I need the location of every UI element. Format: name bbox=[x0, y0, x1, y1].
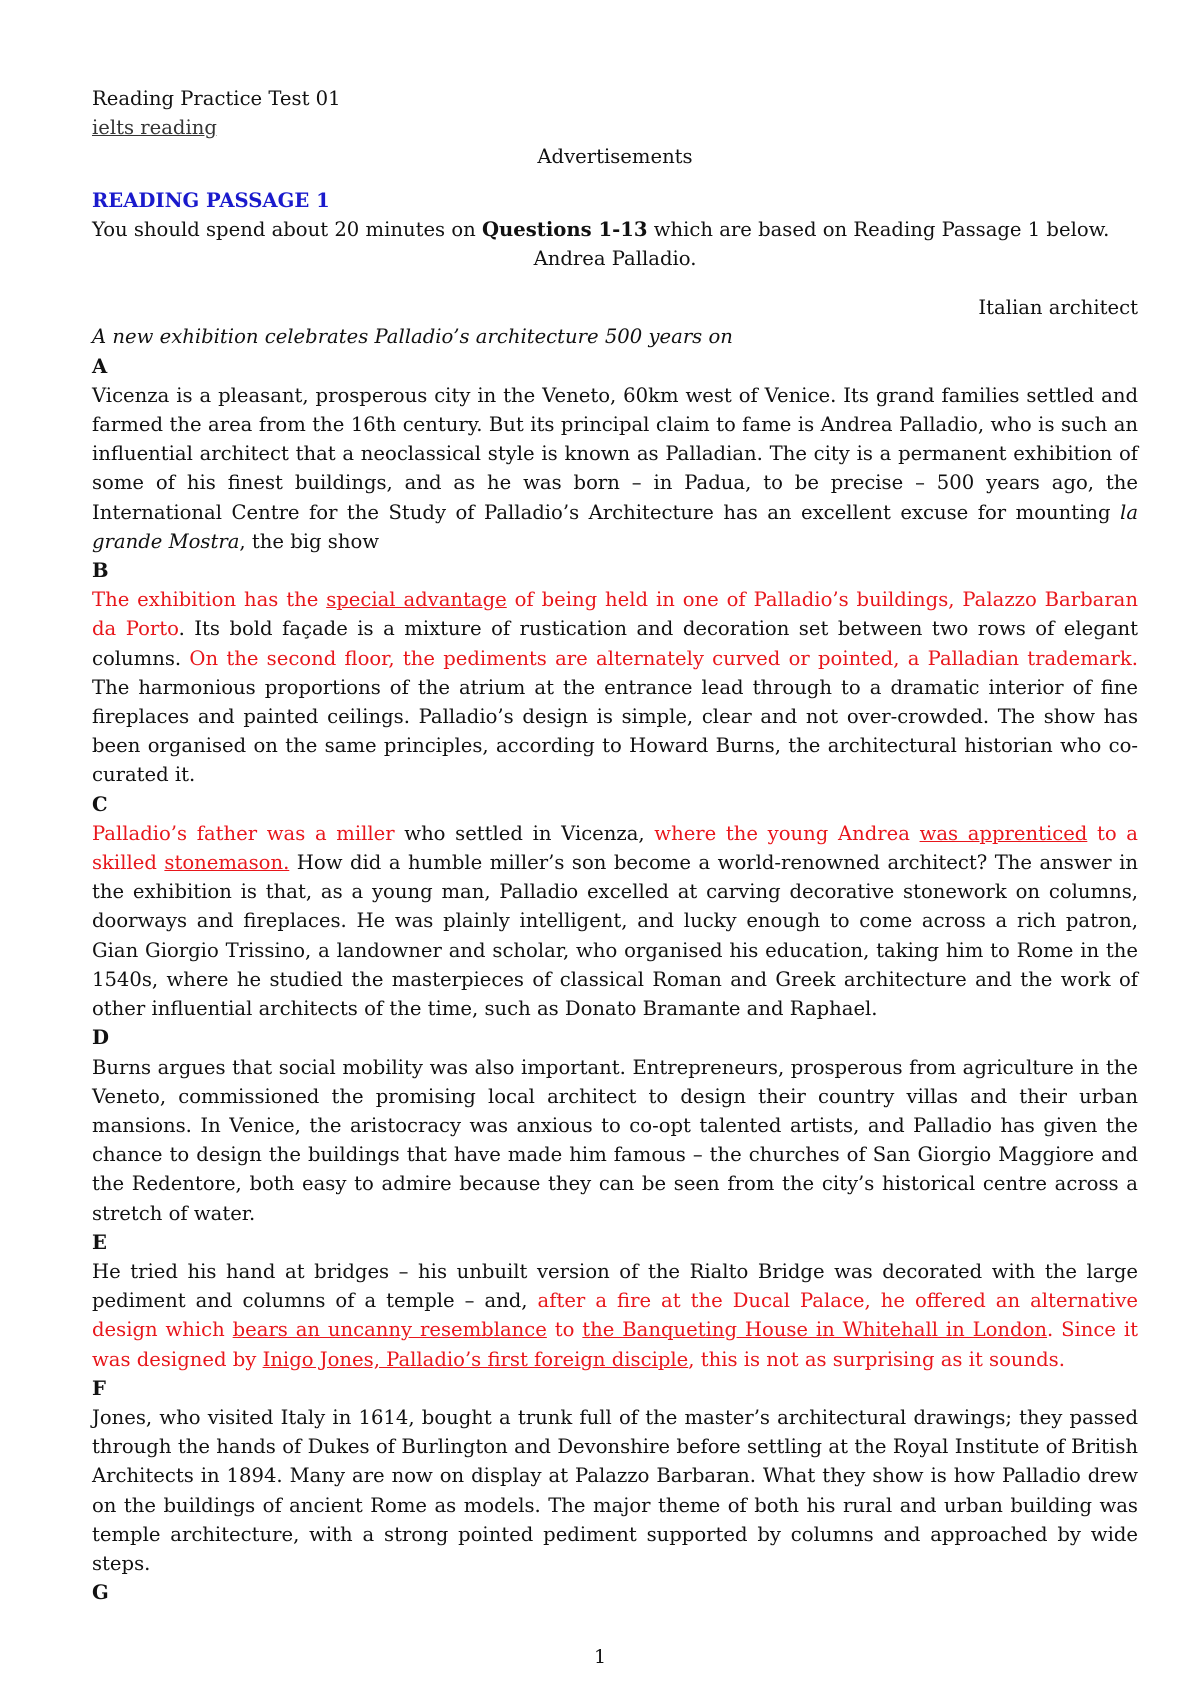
paragraph-a-text: Vicenza is a pleasant, prosperous city in the Veneto, 60km west of Venice. Its grand families settled and farmed the area from the 16th century. But its principal claim to fame is Andrea Palladio, who is such an influential architect that a neoclassical style is known as Palladian. The city is a permanent exhibition of some of his finest buildings, and as he was born – in Padua, to be precise – 500 years ago, the International Centre for the Study of Palladio’s Architecture has an excellent excuse for mounting bbox=[92, 383, 1138, 524]
section-letter-f: F bbox=[92, 1376, 106, 1400]
passage-heading: READING PASSAGE 1 bbox=[92, 188, 330, 212]
paragraph-e bbox=[92, 1257, 1138, 1374]
highlight-e-underline-3: Inigo Jones, Palladio’s first foreign disciple bbox=[262, 1347, 689, 1371]
highlight-c-3: to a skilled bbox=[92, 821, 1138, 875]
highlight-c-underline-2: stonemason. bbox=[164, 851, 290, 875]
paragraph-c-text-2: How did a humble miller’s son become a world-renowned architect? The answer in the exhibition is that, as a young man, Palladio excelled at carving decorative stonework on columns, doorways and fireplaces. He was plainly intelligent, and lucky enough to come across a rich patron, Gian Giorgio Trissino, a landowner and scholar, who organised his education, taking him to Rome in the 1540s, where he studied the masterpieces of classical Roman and Greek architecture and the work of other influential architects of the time, such as Donato Bramante and Raphael. bbox=[92, 851, 1138, 1021]
highlight-e-4: , this is not as surprising as it sounds. bbox=[688, 1347, 1065, 1371]
highlight-e-3: . Since it was designed by bbox=[92, 1318, 1138, 1371]
paragraph-b-text-2: The harmonious proportions of the atrium at the entrance lead through to a dramatic interior of fine fireplaces and painted ceilings. Palladio’s design is simple, clear and not over-crowded. The show has been organised on the same principles, according to Howard Burns, the architectural historian who co-curated it. bbox=[92, 675, 1138, 787]
paragraph-a bbox=[92, 381, 1138, 556]
highlight-e-underline-1: bears an uncanny resemblance bbox=[232, 1318, 547, 1342]
document-title: Reading Practice Test 01 bbox=[92, 87, 341, 110]
paragraph-e-text: He tried his hand at bridges – his unbuilt version of the Rialto Bridge was decorated with the large pediment and columns of a temple – and, bbox=[92, 1259, 1138, 1313]
passage-title: Andrea Palladio. bbox=[533, 247, 697, 271]
highlight-b-1: The exhibition has the bbox=[92, 588, 327, 612]
paragraph-c-text-1: who settled in Vicenza, bbox=[394, 821, 655, 845]
section-letter-d: D bbox=[92, 1026, 109, 1050]
paragraph-d: Burns argues that social mobility was also important. Entrepreneurs, prosperous from agriculture in the Veneto, commissioned the promising local architect to design their country villas and their urban mansions. In Venice, the aristocracy was anxious to co-opt talented artists, and Palladio has given the chance to design the buildings that have made him famous – the churches of San Giorgio Maggiore and the Redentore, both easy to admire because they can be seen from the city’s historical centre across a stretch of water. bbox=[92, 1055, 1138, 1225]
advertisements-label: Advertisements bbox=[537, 145, 693, 169]
document-page bbox=[92, 84, 1138, 1607]
passage-instruction bbox=[92, 215, 1138, 244]
section-letter-a: A bbox=[92, 354, 108, 378]
highlight-e-underline-2: the Banqueting House in Whitehall in London bbox=[582, 1318, 1047, 1342]
highlight-c-underline-1: was apprenticed bbox=[919, 821, 1088, 845]
section-letter-b: B bbox=[92, 559, 109, 583]
passage-subtitle: Italian architect bbox=[978, 296, 1138, 320]
highlight-e-2: to bbox=[546, 1318, 583, 1342]
instruction-text-b: which are based on Reading Passage 1 below. bbox=[647, 217, 1110, 241]
highlight-b-underline: special advantage bbox=[326, 588, 507, 612]
paragraph-c bbox=[92, 819, 1138, 1023]
paragraph-b bbox=[92, 585, 1138, 789]
paragraph-a-end: , the big show bbox=[239, 529, 380, 553]
highlight-e-1: after a fire at the Ducal Palace, he offered an alternative design which bbox=[92, 1289, 1138, 1342]
highlight-c-1: Palladio’s father was a miller bbox=[92, 821, 395, 845]
highlight-c-2: where the young Andrea bbox=[654, 821, 920, 845]
section-letter-c: C bbox=[92, 792, 108, 816]
section-letter-g: G bbox=[92, 1581, 109, 1605]
page-number: 1 bbox=[593, 1646, 607, 1668]
section-letter-e: E bbox=[92, 1230, 107, 1254]
paragraph-a-italic: la grande Mostra bbox=[92, 500, 1138, 553]
highlight-b-2: of being held in one of Palladio’s buildings, Palazzo Barbaran da Porto bbox=[92, 588, 1138, 641]
ielts-reading-link[interactable]: ielts reading bbox=[92, 116, 217, 140]
paragraph-b-text-1: . Its bold façade is a mixture of rustication and decoration set between two rows of elegant columns. bbox=[92, 617, 1138, 670]
passage-tagline: A new exhibition celebrates Palladio’s architecture 500 years on bbox=[92, 325, 733, 349]
highlight-b-3: On the second floor, the pediments are alternately curved or pointed, a Palladian trademark. bbox=[189, 646, 1138, 670]
instruction-questions: Questions 1-13 bbox=[481, 217, 648, 241]
paragraph-f: Jones, who visited Italy in 1614, bought a trunk full of the master’s architectural drawings; they passed through the hands of Dukes of Burlington and Devonshire before settling at the Royal Institute of British Architects in 1894. Many are now on display at Palazzo Barbaran. What they show is how Palladio drew on the buildings of ancient Rome as models. The major theme of both his rural and urban building was temple architecture, with a strong pointed pediment supported by columns and approached by wide steps. bbox=[92, 1405, 1138, 1575]
instruction-text-a: You should spend about 20 minutes on bbox=[92, 217, 482, 241]
